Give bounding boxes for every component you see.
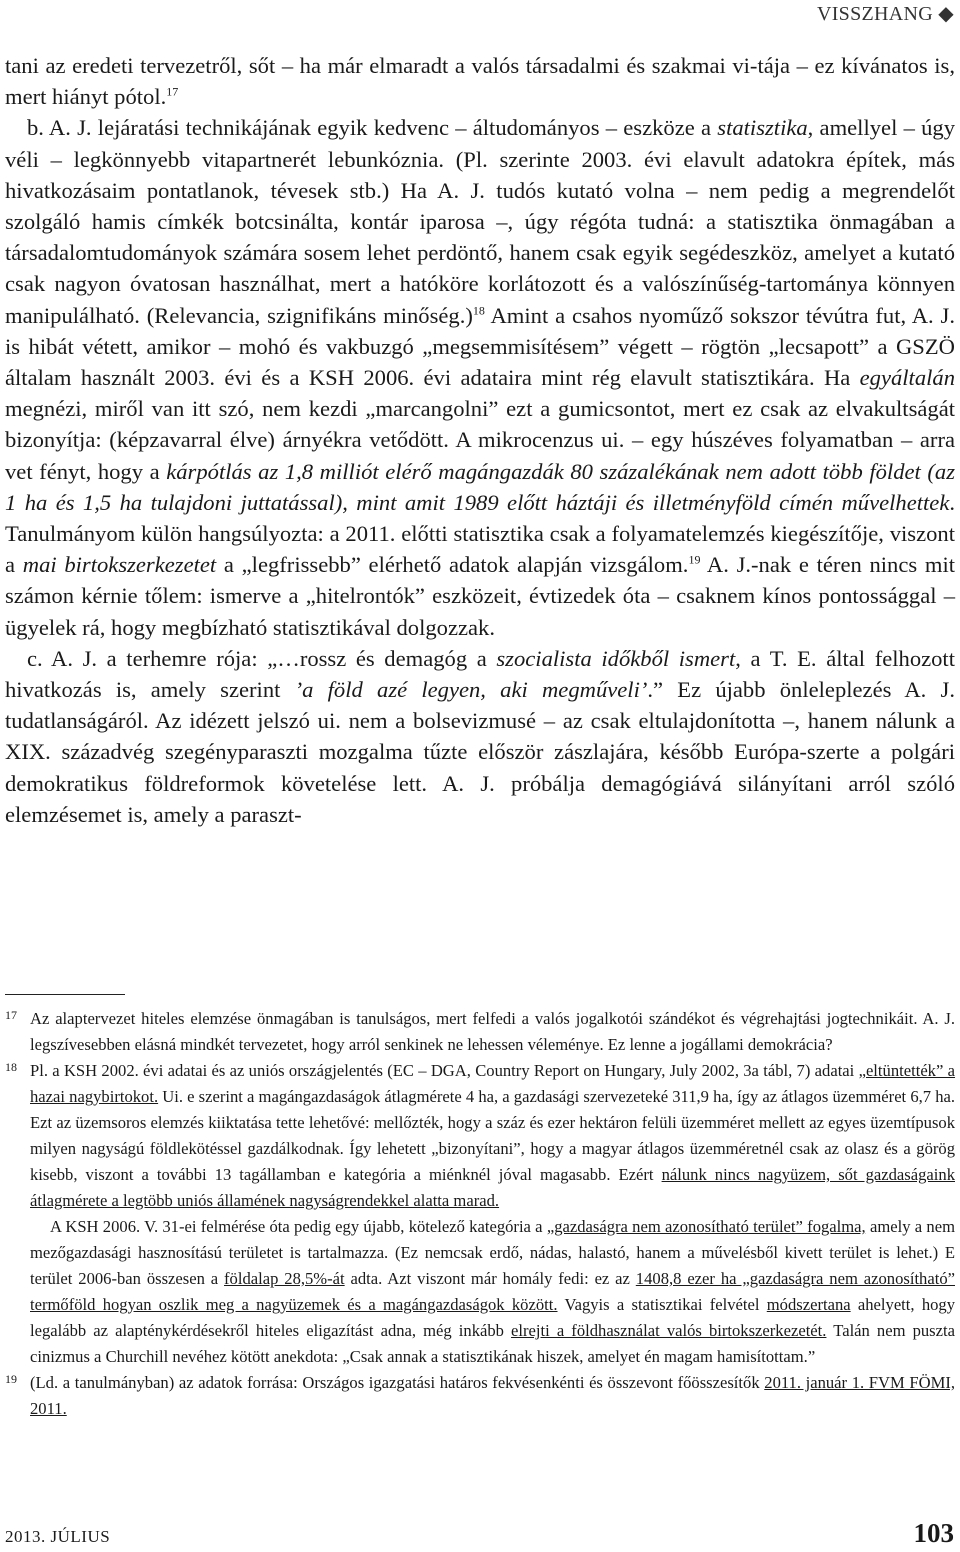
main-text xyxy=(5,50,955,830)
section-header: VISSZHANG ◆ xyxy=(816,3,954,25)
page-number: 103 xyxy=(913,1518,954,1548)
footnote-18-continued: A KSH 2006. V. 31-ei felmérése óta pedig egy újabb, kötelező kategória a „gazdaságra nem azonosítható terület” fogalma, amely a nem mezőgazdasági hasznosítású területet is tartalmazza. (Ez nemcsak erdő, nádas, halastó, hanem a művelésből kivett terület is lehet.) E terület 2006-ban összesen a földalap 28,5%-át adta. Azt viszont már homály fedi: ez az 1408,8 ezer ha „gazdaságra nem azonosítható” termőföld hogyan oszlik meg a nagyüzemek és a magángazdaságok között. Vagyis a statisztikai felvétel módszertana ahelyett, hogy legalább az alapténykérdésekről hiteles eligazítást adna, még inkább elrejti a földhasználat valós birtokszerkezetét. Talán nem puszta cinizmus a Churchill nevéhez kötött anekdota: „Csak annak a statisztikának hiszek, amelyet én magam hamisítottam.” xyxy=(30,1217,956,1366)
issue-date: 2013. JÚLIUS xyxy=(5,1527,111,1546)
footnote-17: 17 Az alaptervezet hiteles elemzése önmagában is tanulságos, mert felfedi a valós jogalkotói szándékot és végrehajtási jogtechnikáit. A. J. legszívesebben elásná mindkét tervezetet, hogy arról senkinek ne lehessen véleménye. Ez lenne a jogállami demokrácia? xyxy=(5,1008,955,1054)
footnote-ref-18[interactable]: 18 xyxy=(472,303,485,318)
footnote-18: 18 Pl. a KSH 2002. évi adatai és az uniós országjelentés (EC – DGA, Country Report on Hungary, July 2002, 3a tábl, 7) adatai „eltüntették” a hazai nagybirtokot. Ui. e szerint a magángazdaságok átlagmérete 4 ha, a gazdasági szervezeteké 311,9 ha, így az átlagos üzemméret 6,7 ha. Ezt az üzemsoros elemzés kiiktatása tette lehetővé: mellőzték, hogy a száz és ezer hektáron felüli üzemméret mellett az egyes üzemtípusok milyen nagyságú földlekötéssel gazdálkodnak. Így lehetett „bizonyítani”, hogy a magyar átlagos üzemméretnél csak az olasz és a görög kisebb, viszont a további 13 tagállamban e kategória a miénknél jóval magasabb. Ezért nálunk nincs nagyüzem, sőt gazdaságaink átlagmérete a legtöbb uniós államének nagyságrendekkel alatta marad. xyxy=(5,1060,956,1210)
paragraph-2: b. A. J. lejáratási technikájának egyik kedvenc – áltudományos – eszköze a statisztika, amellyel – úgy véli – legkönnyebb vitapartnerét lebunkóznia. (Pl. szerinte 2003. évi elavult adatokra építek, más hivatkozásaim pontatlanok, tévesek stb.) Ha A. J. tudós kutató volna – nem pedig a megrendelőt szolgáló hamis címkék botcsinálta, kontár iparosa –, úgy régóta tudná: a statisztika önmagában a társadalomtudományok számára sosem lehet perdöntő, hanem csak egyik segédeszköz, amelyet a kutató csak nagyon óvatosan használhat, mert a hatóköre korlátozott és a valószínűség-tartománya könnyen manipulálható. (Relevancia, szignifikáns minőség.)$^{18}$ Amint a csahos nyoműző sokszor tévútra fut, A. J. is hibát vétett, amikor – mohó és vakbuzgó „megsemmisítésem” végett – rögtön „lecsapott” a GSZÖ általam használt 2003. évi és a KSH 2006. évi adataira mint rég elavult statisztikára. Ha egyáltalán megnézi, miről van itt szó, nem kezdi „marcangolni” ezt a gumicsontot, mert ez csak az elvakultságát bizonyítja: (képzavarral élve) árnyékra vetődött. A mikrocenzus ui. – egy húszéves folyamatban – arra vet fényt, hogy a kárpótlás az 1,8 milliót elérő magángazdák 80 százalékának nem adott több földet (az 1 ha és 1,5 ha tulajdoni juttatással), mint amit 1989 előtt háztáji és illetményföld címén művelhettek. Tanulmányom külön hangsúlyozta: a 2011. előtti statisztika csak a folyamatelemzés kiegészítője, viszont a mai birtokszerkezetet a „legfrissebb” elérhető adatok alapján vizsgálom.$^{19}$ A. J.-nak e téren nincs mit számon kérnie tőlem: ismerve a „hitelrontók” eszközeit, évtizedek óta – csaknem kínos pontossággal – ügyelek rá, hogy megbízható statisztikával dolgozzak. xyxy=(5,115,956,640)
footnote-ref-19[interactable]: 19 xyxy=(688,552,701,567)
footnotes xyxy=(5,1006,955,1422)
footnote-19: 19 (Ld. a tanulmányban) az adatok forrása: Országos igazgatási határos fekvésenkénti és összevont főösszesítők 2011. január 1. FVM FÖMI, 2011. xyxy=(5,1372,956,1418)
paragraph-3: c. A. J. a terhemre rója: „…rossz és demagóg a szocialista időkből ismert, a T. E. által felhozott hivatkozás is, amely szerint ’a föld azé legyen, aki megműveli’.” Ez újabb önleleplezés A. J. tudatlanságáról. Az idézett jelszó ui. nem a bolsevizmusé – az csak eltulajdonította –, hanem nálunk a XIX. századvég szegényparaszti mozgalma tűzte először zászlajára, később Európa-szerte a polgári demokratikus földreformok követelése lett. A. J. próbálja demagógiává silányítani arról szóló elemzésemet is, amely a paraszt- xyxy=(5,645,955,827)
paragraph-1: tani az eredeti tervezetről, sőt – ha már elmaradt a valós társadalmi és szakmai vi-tája – ez kívánatos is, mert hiányt pótol.$^{17}$ xyxy=(5,53,955,110)
footnote-divider xyxy=(5,994,125,995)
footnote-ref-17[interactable]: 17 xyxy=(166,84,179,99)
